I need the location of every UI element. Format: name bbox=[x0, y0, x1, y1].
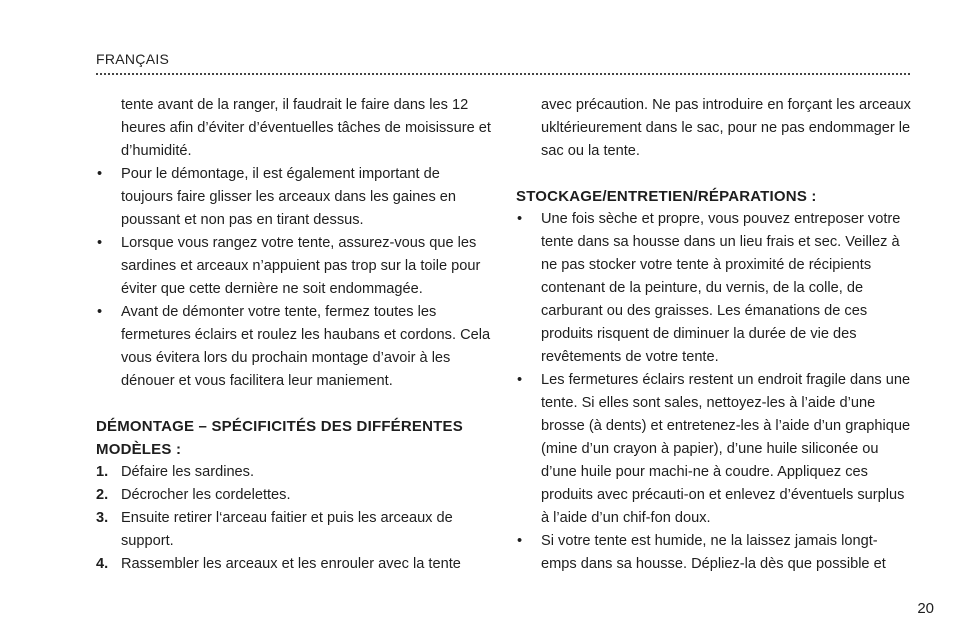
bullet-item bbox=[96, 232, 494, 301]
step-text: Ensuite retirer l‘arceau faitier et puis les arceaux de support. bbox=[121, 510, 453, 549]
section-heading-stockage: STOCKAGE/ENTRETIEN/RÉPARATIONS : bbox=[516, 188, 817, 205]
numbered-step bbox=[96, 461, 494, 484]
left-column bbox=[96, 94, 494, 576]
continuation-paragraph: tente avant de la ranger, il faudrait le faire dans les 12 heures afin d’éviter d’éventuelles tâches de moisissure et d’humidité. bbox=[121, 97, 491, 159]
bullet-marker: • bbox=[97, 166, 103, 182]
step-number: 3. bbox=[96, 510, 109, 526]
bullet-text: Une fois sèche et propre, vous pouvez entreposer votre tente dans sa housse dans un lieu frais et sec. Veillez à ne pas stocker votre tente à proximité de récipients contenant de la peinture, du vernis, de la colle, de carburant ou des graisses. Les émanations de ces produits risquent de diminuer la durée de vie des revêtements de votre tente. bbox=[541, 211, 901, 365]
dotted-separator bbox=[96, 73, 910, 75]
bullet-text: Pour le démontage, il est également important de toujours faire glisser les arceaux dans les gaines en poussant et non pas en tirant dessus. bbox=[121, 166, 457, 228]
page-number: 20 bbox=[917, 600, 934, 617]
right-column bbox=[516, 94, 912, 576]
step-number: 1. bbox=[96, 464, 109, 480]
numbered-step bbox=[96, 553, 494, 576]
bullet-item bbox=[516, 369, 912, 530]
bullet-text: Les fermetures éclairs restent un endroit fragile dans une tente. Si elles sont sales, nettoyez-les à l’aide d’une brosse (à dents) et entretenez-les à l’aide d’un graphique (mine d’un crayon à papier), d’une huile siliconée ou d’une huile pour machi-ne à coudre. Appliquez ces produits avec précauti-on et enlevez d’éventuels surplus à l’aide d’un chif-fon doux. bbox=[541, 372, 911, 526]
bullet-item bbox=[96, 301, 494, 393]
bullet-marker: • bbox=[517, 211, 523, 227]
section-heading-demontage: DÉMONTAGE – SPÉCIFICITÉS DES DIFFÉRENTES MODÈLES : bbox=[96, 418, 463, 458]
bullet-marker: • bbox=[517, 533, 523, 549]
bullet-item bbox=[96, 163, 494, 232]
bullet-text: Avant de démonter votre tente, fermez toutes les fermetures éclairs et roulez les haubans et cordons. Cela vous évitera lors du prochain montage d’avoir à les dénouer et vous facilitera leur maniement. bbox=[121, 304, 491, 389]
bullet-marker: • bbox=[97, 304, 103, 320]
numbered-step bbox=[96, 484, 494, 507]
step-text: Défaire les sardines. bbox=[121, 464, 255, 480]
bullet-item bbox=[516, 208, 912, 369]
step-number: 2. bbox=[96, 487, 109, 503]
bullet-item bbox=[516, 530, 912, 576]
bullet-text: Lorsque vous rangez votre tente, assurez-vous que les sardines et arceaux n’appuient pas trop sur la toile pour éviter que cette dernière ne soit endommagée. bbox=[121, 235, 481, 297]
language-header: FRANÇAIS bbox=[96, 51, 170, 67]
bullet-marker: • bbox=[517, 372, 523, 388]
bullet-text: Si votre tente est humide, ne la laissez jamais longt-emps dans sa housse. Dépliez-la dès que possible et bbox=[541, 533, 886, 572]
bullet-marker: • bbox=[97, 235, 103, 251]
step-text: Décrocher les cordelettes. bbox=[121, 487, 291, 503]
step-text: Rassembler les arceaux et les enrouler avec la tente bbox=[121, 556, 461, 572]
numbered-step bbox=[96, 507, 494, 553]
step-number: 4. bbox=[96, 556, 109, 572]
continuation-paragraph: avec précaution. Ne pas introduire en forçant les arceaux ukltérieurement dans le sac, pour ne pas endommager le sac ou la tente. bbox=[541, 97, 911, 159]
